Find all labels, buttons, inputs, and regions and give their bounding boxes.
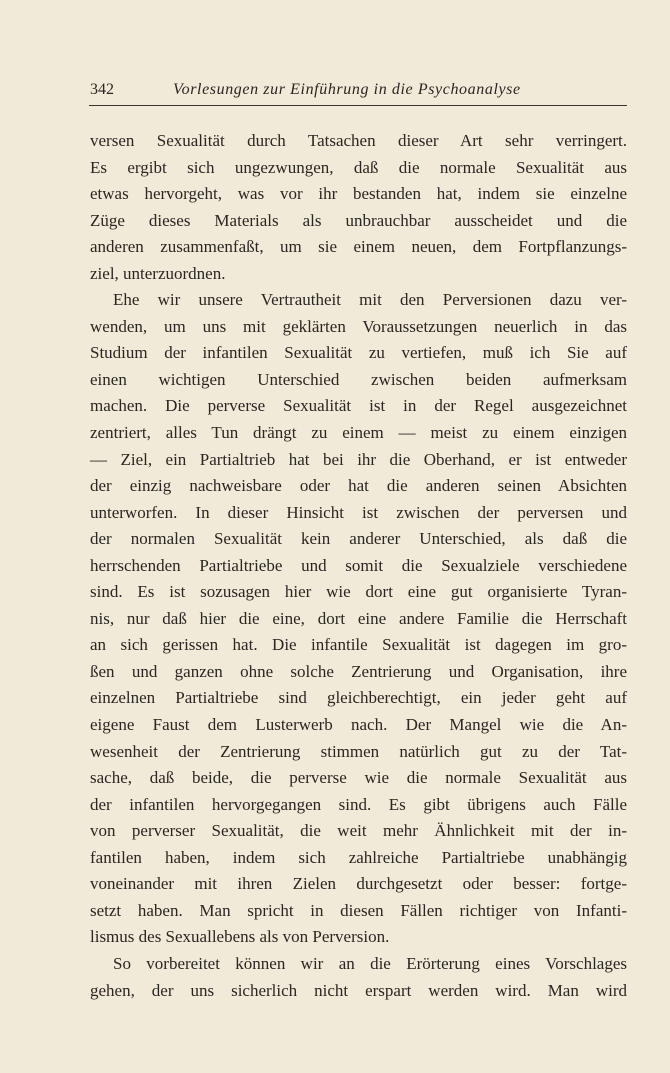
text-line: setzt haben. Man spricht in diesen Fällen richtiger von Infanti- [90,900,627,920]
text-line: lismus des Sexuallebens als von Perversion. [90,927,390,947]
running-title: Vorlesungen zur Einführung in die Psychoanalyse [173,81,521,98]
text-line: an sich gerissen hat. Die infantile Sexualität ist dagegen im gro- [90,635,627,655]
text-line: zentriert, alles Tun drängt zu einem — meist zu einem einzigen [90,423,627,443]
text-line: machen. Die perverse Sexualität ist in der Regel ausgezeichnet [90,396,627,416]
text-line: der normalen Sexualität kein anderer Unterschied, als daß die [90,529,627,549]
text-line: sache, daß beide, die perverse wie die normale Sexualität aus [90,768,627,788]
text-line: wenden, um uns mit geklärten Voraussetzungen neuerlich in das [90,316,627,336]
text-line: sind. Es ist sozusagen hier wie dort eine gut organisierte Tyran- [90,582,627,602]
paragraph [90,128,627,287]
page-number: 342 [90,81,114,98]
text-line: versen Sexualität durch Tatsachen dieser Art sehr verringert. [90,131,627,150]
text-line: wesenheit der Zentrierung stimmen natürlich gut zu der Tat- [90,741,627,761]
text-line: unterworfen. In dieser Hinsicht ist zwischen der perversen und [90,502,627,522]
text-line: herrschenden Partialtriebe und somit die Sexualziele verschiedene [90,555,627,575]
text-line: einen wichtigen Unterschied zwischen beiden aufmerksam [90,369,627,389]
text-line: etwas hervorgeht, was vor ihr bestanden hat, indem sie einzelne [90,184,627,204]
text-line: der infantilen hervorgegangen sind. Es gibt übrigens auch Fälle [90,794,627,814]
text-line: anderen zusammenfaßt, um sie einem neuen, dem Fortpflanzungs- [90,237,627,257]
text-line: So vorbereitet können wir an die Erörterung eines Vorschlages [113,953,627,973]
text-line: von perverser Sexualität, die weit mehr Ähnlichkeit mit der in- [90,821,627,841]
header-rule [89,105,627,106]
text-line: eigene Faust dem Lusterwerb nach. Der Mangel wie die An- [90,715,627,735]
text-line: Ehe wir unsere Vertrautheit mit den Perversionen dazu ver- [113,290,627,310]
text-line: gehen, der uns sicherlich nicht erspart werden wird. Man wird [90,980,627,1000]
text-line: fantilen haben, indem sich zahlreiche Partialtriebe unabhängig [90,847,627,867]
text-line: nis, nur daß hier die eine, dort eine andere Familie die Herrschaft [90,608,627,628]
text-line: ziel, unterzuordnen. [90,263,226,283]
text-line: Züge dieses Materials als unbrauchbar ausscheidet und die [90,210,627,230]
body-text [90,128,627,1004]
text-line: Es ergibt sich ungezwungen, daß die normale Sexualität aus [90,157,627,177]
text-line: voneinander mit ihren Zielen durchgesetzt oder besser: fortge- [90,874,627,894]
text-line: Studium der infantilen Sexualität zu vertiefen, muß ich Sie auf [90,343,627,363]
text-line: einzelnen Partialtriebe sind gleichberechtigt, ein jeder geht auf [90,688,627,708]
paragraph [90,951,627,1004]
text-line: ßen und ganzen ohne solche Zentrierung und Organisation, ihre [90,661,627,681]
text-line: der einzig nachweisbare oder hat die anderen seinen Absichten [90,476,627,496]
text-line: — Ziel, ein Partialtrieb hat bei ihr die Oberhand, er ist entweder [90,449,627,469]
paragraph [90,287,627,951]
